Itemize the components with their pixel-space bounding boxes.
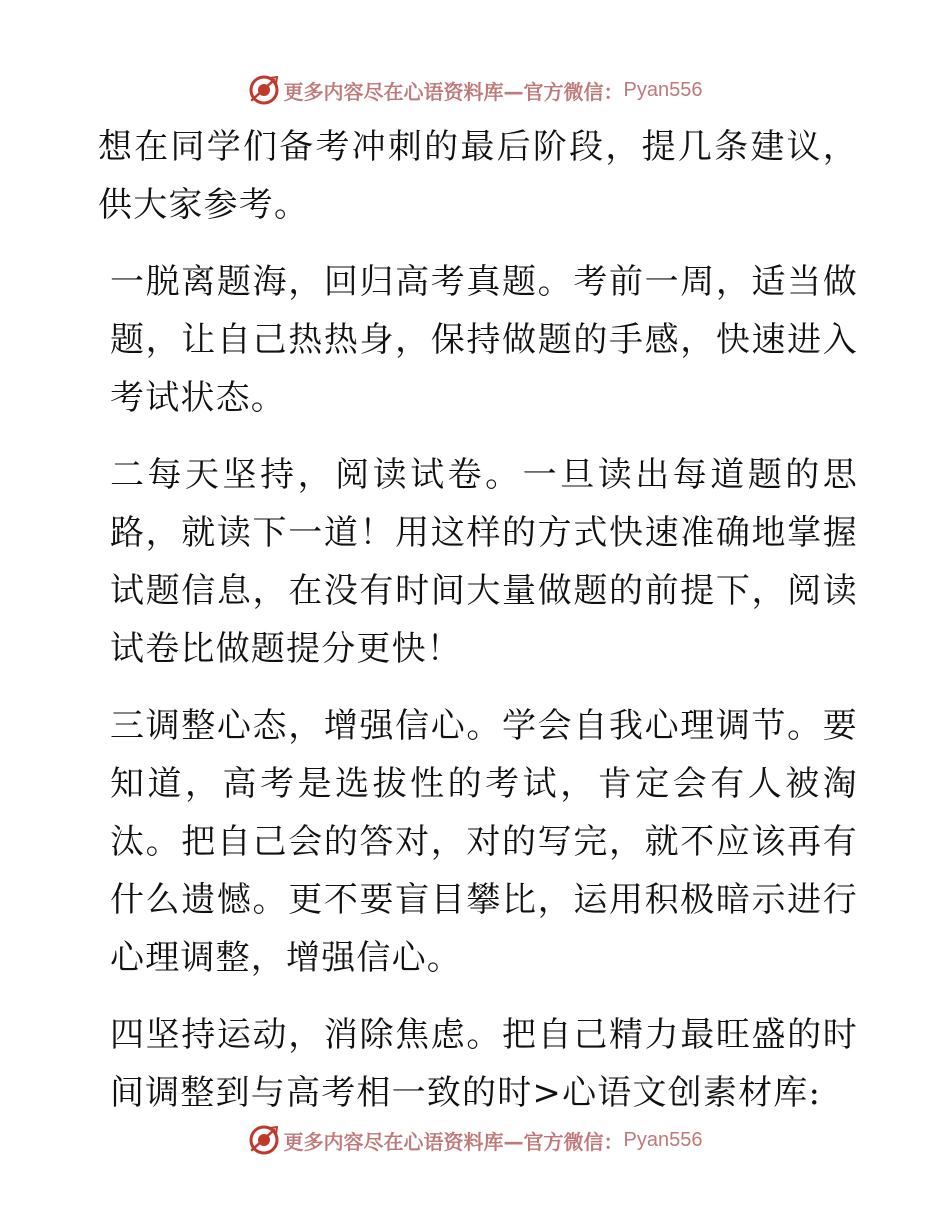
brand-logo-icon — [248, 1124, 280, 1156]
document-body — [98, 118, 858, 1141]
paragraph-tip-2: 二每天坚持，阅读试卷。一旦读出每道题的思路，就读下一道！用这样的方式快速准确地掌握试题信息，在没有时间大量做题的前提下，阅读试卷比做题提分更快！ — [110, 455, 858, 669]
wechat-id: Pyan556 — [623, 78, 703, 101]
paragraph-tip-1: 一脱离题海，回归高考真题。考前一周，适当做题，让自己热热身，保持做题的手感，快速进入考试状态。 — [110, 262, 858, 418]
header-banner — [0, 70, 950, 110]
paragraph-intro: 想在同学们备考冲刺的最后阶段，提几条建议，供大家参考。 — [98, 127, 858, 225]
banner-text: 更多内容尽在心语资料库—官方微信： — [283, 79, 624, 104]
footer-banner — [0, 1120, 950, 1160]
brand-logo-icon — [248, 74, 280, 106]
paragraph-tip-3: 三调整心态，增强信心。学会自我心理调节。要知道，高考是选拔性的考试，肯定会有人被淘汰。把自己会的答对，对的写完，就不应该再有什么遗憾。更不要盲目攀比，运用积极暗示进行心理调整，增强信心。 — [110, 706, 858, 978]
wechat-id: Pyan556 — [623, 1128, 703, 1151]
banner-text: 更多内容尽在心语资料库—官方微信： — [283, 1129, 624, 1154]
paragraph-tip-4: 四坚持运动，消除焦虑。把自己精力最旺盛的时间调整到与高考相一致的时>心语文创素材库: — [110, 1015, 858, 1113]
